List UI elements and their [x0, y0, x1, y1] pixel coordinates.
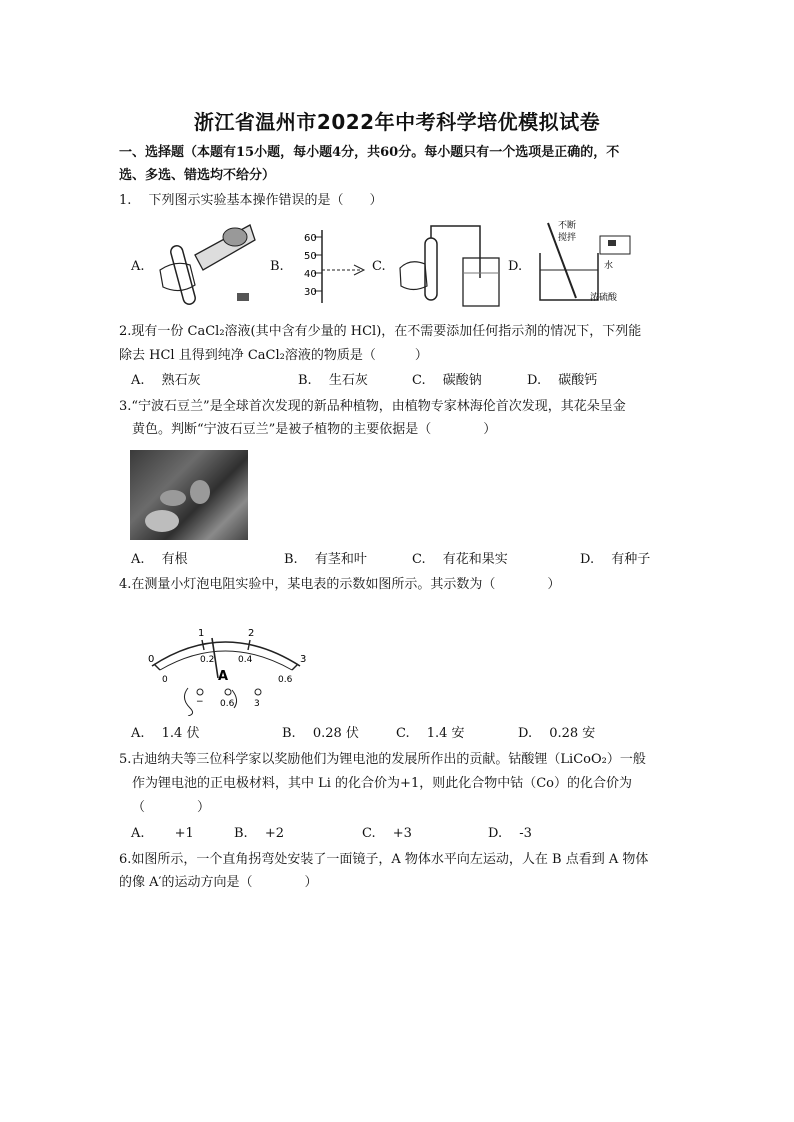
- q3-option-b: B. 有茎和叶: [284, 552, 367, 567]
- d-label-stir1: 不断: [558, 221, 577, 231]
- meter-unit: A: [218, 669, 229, 684]
- meter-top-3: 3: [300, 654, 307, 665]
- section-heading-line1: 一、选择题（本题有15小题，每小题4分，共60分。每小题只有一个选项是正确的，不: [119, 145, 620, 160]
- q6-stem-line1: 6.如图所示，一个直角拐弯处安装了一面镜子，A 物体水平向左运动，人在 B 点看到 A 物体: [119, 852, 649, 867]
- stopper-icon: [237, 293, 249, 301]
- q2-stem-line1: 2.现有一份 CaCl₂溶液(其中含有少量的 HCl)，在不需要添加任何指示剂的情况下，下列能: [119, 324, 642, 339]
- plant-photo: [130, 450, 248, 540]
- q1-figure-a: [155, 215, 265, 310]
- q3-option-d: D. 有种子: [580, 552, 651, 567]
- terminal-06: 0.6: [220, 699, 235, 709]
- q5-option-b: B. +2: [234, 826, 284, 841]
- q3-stem-line1: 3.“宁波石豆兰”是全球首次发现的新品种植物，由植物专家林海伦首次发现，其花朵呈金: [119, 399, 626, 414]
- page-title: 浙江省温州市2022年中考科学培优模拟试卷: [193, 110, 601, 134]
- q2-option-c: C. 碳酸钠: [412, 373, 482, 388]
- q2-stem-line2: 除去 HCl 且得到纯净 CaCl₂溶液的物质是（ ）: [119, 348, 428, 363]
- q4-option-d: D. 0.28 安: [518, 726, 596, 741]
- q1-label-d: D.: [508, 259, 523, 274]
- d-label-water: 水: [604, 261, 614, 271]
- d-label-stir2: 搅拌: [558, 233, 577, 243]
- meter-bottom-0: 0: [162, 675, 168, 685]
- q1-figure-c: [395, 218, 505, 310]
- meter-top-2: 2: [248, 628, 255, 639]
- q4-stem: 4.在测量小灯泡电阻实验中，某电表的示数如图所示。其示数为（ ）: [119, 577, 561, 592]
- d-label-acid: 浓硫酸: [590, 293, 618, 303]
- b-tick-40: 40: [304, 269, 317, 280]
- q2-option-a: A. 熟石灰: [131, 373, 201, 388]
- q3-option-a: A. 有根: [131, 552, 188, 567]
- b-tick-30: 30: [304, 287, 317, 298]
- section-heading-line2: 选、多选、错选均不给分）: [119, 168, 276, 183]
- meter-bottom-1: 0.2: [200, 655, 215, 665]
- q4-option-c: C. 1.4 安: [396, 726, 465, 741]
- q5-stem-line1: 5.古迪纳夫等三位科学家以奖励他们为锂电池的发展所作出的贡献。钴酸锂（LiCoO₂）一般: [119, 752, 646, 767]
- q5-option-c: C. +3: [362, 826, 412, 841]
- q4-option-b: B. 0.28 伏: [282, 726, 359, 741]
- b-tick-50: 50: [304, 251, 317, 262]
- terminal-3: 3: [254, 699, 260, 709]
- q1-stem: 1. 下列图示实验基本操作错误的是（ ）: [119, 193, 383, 208]
- ammeter-figure: [140, 618, 310, 716]
- q2-option-b: B. 生石灰: [298, 373, 368, 388]
- q1-figure-b: [292, 225, 372, 305]
- q1-label-a: A.: [131, 259, 145, 274]
- q1-label-b: B.: [270, 259, 284, 274]
- q1-label-c: C.: [372, 259, 386, 274]
- meter-bottom-2: 0.4: [238, 655, 253, 665]
- q2-option-d: D. 碳酸钙: [527, 373, 598, 388]
- meter-bottom-3: 0.6: [278, 675, 293, 685]
- q6-stem-line2: 的像 A′的运动方向是（ ）: [119, 875, 318, 890]
- q5-option-a: A. +1: [131, 826, 194, 841]
- q5-stem-line2: 作为锂电池的正电极材料，其中 Li 的化合价为+1，则此化合物中钴（Co）的化合价为: [132, 776, 632, 791]
- terminal-neg: −: [196, 697, 204, 707]
- meter-top-1: 1: [198, 628, 205, 639]
- q1-figure-d: [528, 218, 648, 310]
- q5-option-d: D. -3: [488, 826, 532, 841]
- b-tick-60: 60: [304, 233, 317, 244]
- q5-stem-line3: （ ）: [132, 800, 211, 815]
- q3-option-c: C. 有花和果实: [412, 552, 508, 567]
- q3-stem-line2: 黄色。判断“宁波石豆兰”是被子植物的主要依据是（ ）: [132, 422, 497, 437]
- q4-option-a: A. 1.4 伏: [131, 726, 200, 741]
- meter-top-0: 0: [148, 654, 155, 665]
